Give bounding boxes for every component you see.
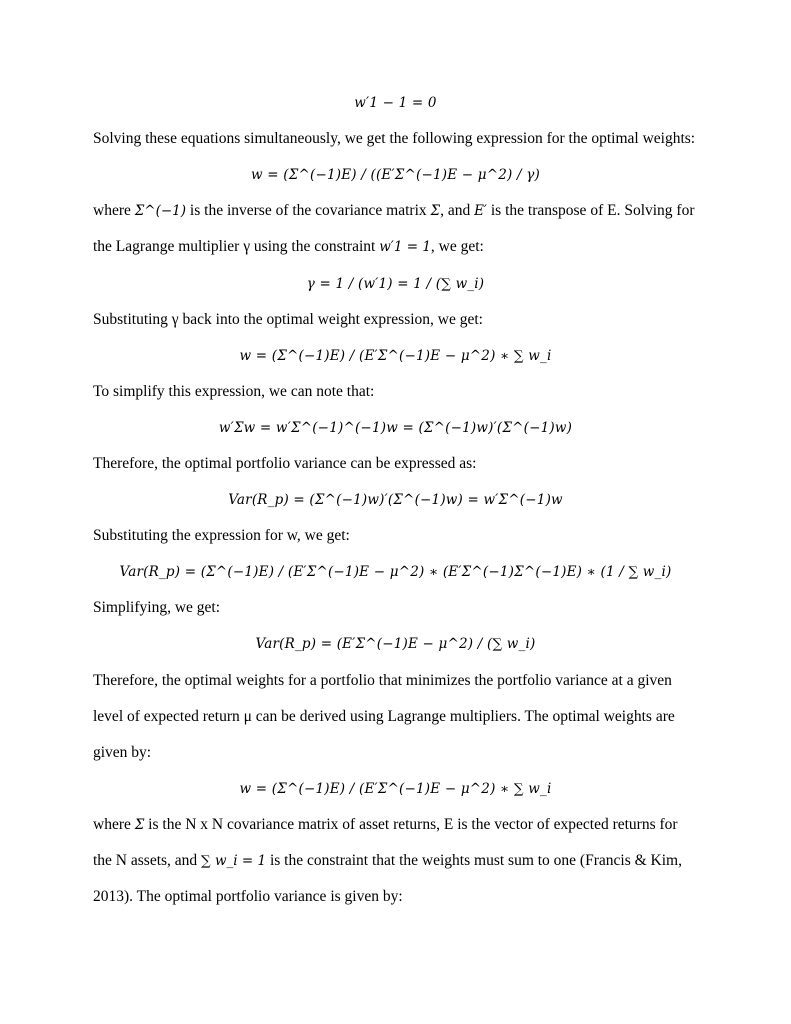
- paragraph-inverse-covariance: [93, 201, 695, 221]
- equation-weights-substituted: w = (Σ^(−1)E) / (E′Σ^(−1)E − μ^2) ∗ ∑ w_i: [239, 348, 552, 364]
- math-run: ∑ w_i = 1: [201, 853, 267, 869]
- equation-quadratic-form: w′Σw = w′Σ^(−1)^(−1)w = (Σ^(−1)w)′(Σ^(−1)w): [218, 420, 573, 436]
- text-run: the N assets, and: [93, 852, 202, 869]
- math-run: Σ: [430, 203, 441, 219]
- math-run: Σ^(−1): [134, 203, 187, 219]
- text-run: where: [93, 816, 135, 833]
- paragraph-definitions-3: 2013). The optimal portfolio variance is given by:: [93, 888, 403, 905]
- equation-constraint: w′1 − 1 = 0: [354, 95, 437, 111]
- text-run: is the constraint that the weights must sum to one (Francis & Kim,: [266, 852, 682, 869]
- paragraph-solving: Solving these equations simultaneously, we get the following expression for the optimal weights:: [93, 130, 696, 147]
- equation-optimal-weights: w = (Σ^(−1)E) / ((E′Σ^(−1)E − μ^2) / γ): [251, 167, 540, 183]
- paragraph-substituting-w: Substituting the expression for w, we get:: [93, 527, 350, 544]
- paragraph-conclusion-2: level of expected return μ can be derived using Lagrange multipliers. The optimal weights are: [93, 708, 675, 725]
- paragraph-substituting-gamma: Substituting γ back into the optimal weight expression, we get:: [93, 311, 483, 328]
- equation-gamma: γ = 1 / (w′1) = 1 / (∑ w_i): [306, 276, 485, 292]
- text-run: , we get:: [430, 238, 484, 255]
- math-run: w′1 = 1: [379, 239, 431, 255]
- text-run: is the inverse of the covariance matrix: [186, 202, 431, 219]
- text-run: , and: [440, 202, 475, 219]
- equation-variance-3: Var(R_p) = (E′Σ^(−1)E − μ^2) / (∑ w_i): [255, 636, 536, 652]
- math-run: Σ: [134, 817, 145, 833]
- text-run: the Lagrange multiplier γ using the constraint: [93, 238, 380, 255]
- text-run: is the N x N covariance matrix of asset returns, E is the vector of expected returns for: [144, 816, 678, 833]
- paragraph-definitions-2: [93, 851, 682, 871]
- equation-variance-2: Var(R_p) = (Σ^(−1)E) / (E′Σ^(−1)E − μ^2) ∗ (E′Σ^(−1)Σ^(−1)E) ∗ (1 / ∑ w_i): [119, 564, 672, 580]
- paragraph-variance-expressed: Therefore, the optimal portfolio variance can be expressed as:: [93, 455, 477, 472]
- paragraph-conclusion-1: Therefore, the optimal weights for a portfolio that minimizes the portfolio variance at a given: [93, 672, 672, 689]
- text-run: where: [93, 202, 135, 219]
- paragraph-lagrange-multiplier: [93, 237, 484, 257]
- paragraph-definitions-1: [93, 815, 678, 835]
- equation-weights-final: w = (Σ^(−1)E) / (E′Σ^(−1)E − μ^2) ∗ ∑ w_i: [239, 781, 552, 797]
- equation-variance-1: Var(R_p) = (Σ^(−1)w)′(Σ^(−1)w) = w′Σ^(−1)w: [228, 492, 563, 508]
- paragraph-simplifying: Simplifying, we get:: [93, 599, 221, 616]
- paragraph-conclusion-3: given by:: [93, 744, 152, 761]
- text-run: is the transpose of E. Solving for: [487, 202, 695, 219]
- math-run: E′: [474, 203, 487, 219]
- paragraph-simplify: To simplify this expression, we can note that:: [93, 383, 375, 400]
